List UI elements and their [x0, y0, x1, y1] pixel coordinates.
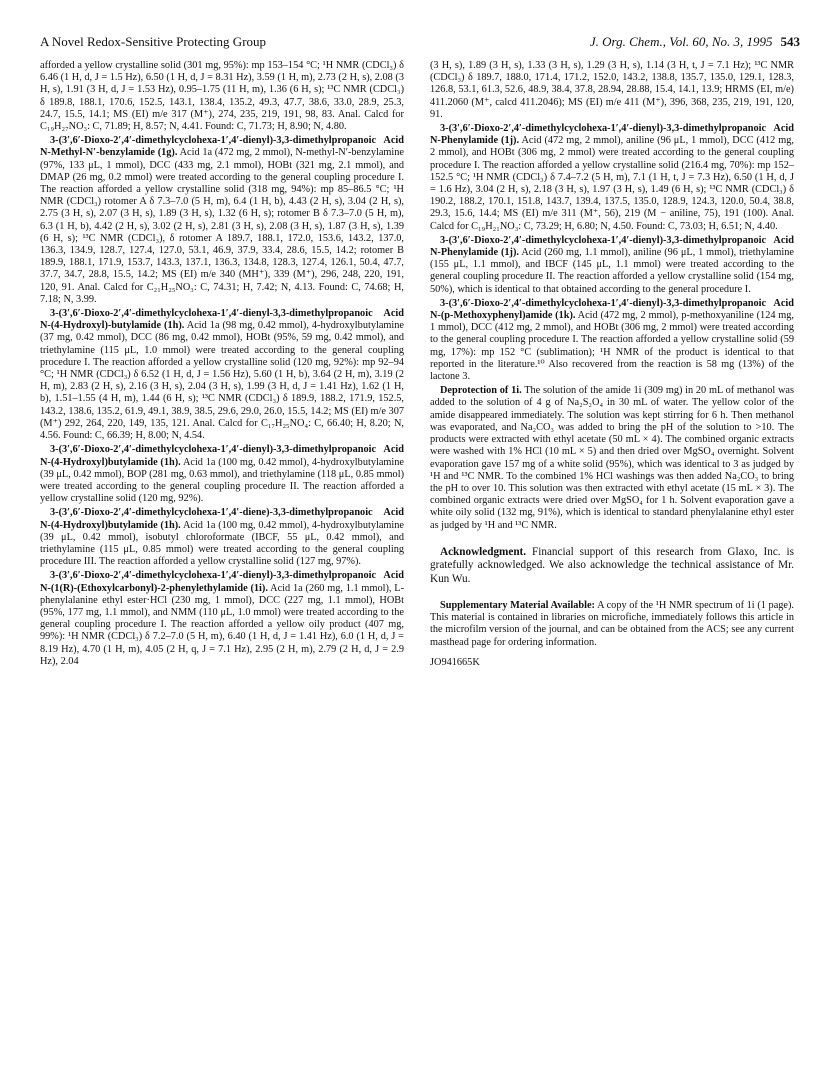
paragraph-text: The solution of the amide 1i (309 mg) in 20 mL of methanol was added to the solution of 4 g of Na₂S₂O₄ in 30 mL of water. The yellow color of the amide disappeared immediately. The solution was kept stirring for 6 h. Then methanol was evaporated, and Na₂CO₃ was added to bring the pH of the solution to >10. The products were extracted with ethyl acetate (50 mL × 4). The combined organic extracts were washed with 1% HCl (10 mL × 5) and then dried over MgSO₄ overnight. Solvent evaporation gave 157 mg of a white solid (95%), which was identical to 3 as judged by ¹H and ¹³C NMR. To the combined 1% HCl washings was then added Na₂CO₃ to bring the pH to over 10. This solution was then extracted with ethyl acetate (15 mL × 3). The combined organic extracts were dried over MgSO₄ for 1 h. Solvent evaporation gave a white oily solid (132 mg, 91%), which is identical to standard phenylalanine ethyl ester as judged by ¹H and ¹³C NMR. [430, 385, 795, 531]
paragraph [40, 135, 404, 306]
paragraph [40, 570, 404, 668]
acknowledgment-text: Financial support of this research from Glaxo, Inc. is gratefully acknowledged. We also acknowledge the technical assistance of Mr. Kun Wu. [430, 545, 794, 585]
paragraph-text: Acid 1a (100 mg, 0.42 mmol), 4-hydroxylbutylamine (39 μL, 0.42 mmol), isobutyl chloroformate (IBCF, 55 μL, 0.42 mmol), and triethylamine (115 μL, 0.85 mmol) were treated according to the general coupling procedure III. The reaction afforded a yellow crystalline solid (127 mg, 97%). [40, 519, 404, 568]
compound-heading: 3-(3′,6′-Dioxo-2′,4′-dimethylcyclohexa-1′,4′-dienyl)-3,3-dimethylpropanoic Acid N-(p-Methoxyphenyl)amide (1k). [430, 297, 794, 322]
paragraph-text: Acid (472 mg, 2 mmol), aniline (96 μL, 1 mmol), DCC (412 mg, 2 mmol), and HOBt (306 mg, 2 mmol) were treated according to the general coupling procedure I. The reaction afforded a yellow crystalline solid (216.4 mg, 70%): mp 152–152.5 °C; ¹H NMR (CDCl₃) δ 7.4–7.2 (5 H, m), 7.1 (1 H, t, J = 7.3 Hz), 6.50 (1 H, d, J = 1.6 Hz), 3.04 (2 H, s), 2.18 (3 H, s), 1.97 (3 H, s), 1.49 (6 H, s); ¹³C NMR (CDCl₃) δ 190.2, 188.2, 170.1, 151.8, 143.7, 139.4, 137.5, 135.0, 128.9, 124.3, 120.0, 50.4, 38.8, 29.3, 15.6, 14.4; MS (EI) m/e 311 (M⁺, 56), 219 (M − aniline, 75), 191 (100). Anal. Calcd for C₁₉H₂₁NO₃: C, 73.29; H, 6.80; N, 4.50. Found: C, 73.03; H, 6.51; N, 4.40. [430, 135, 795, 232]
paragraph [40, 444, 404, 505]
paragraph-text: Acid 1a (98 mg, 0.42 mmol), 4-hydroxylbutylamine (37 mg, 0.42 mmol), DCC (86 mg, 0.42 mmol), HOBt (95%, 59 mg, 0.42 mmol), and triethylamine (115 μL, 1.0 mmol) were treated according to the general coupling procedure I. The reaction afforded a yellow crystalline solid (120 mg, 92%): mp 92–94 °C; ¹H NMR (CDCl₃) δ 6.52 (1 H, d, J = 1.56 Hz), 5.60 (1 H, b), 3.64 (2 H, m), 3.19 (2 H, m), 2.83 (2 H, s), 2.16 (3 H, s), 2.04 (3 H, s), 1.99 (3 H, d, J = 1.41 Hz), 1.62 (1 H, b), 1.51–1.55 (4 H, m), 1.44 (6 H, s); ¹³C NMR (CDCl₃) δ 189.9, 188.2, 171.9, 152.5, 143.2, 138.6, 135.2, 61.9, 49.1, 38.9, 38.5, 29.6, 29.0, 26.0, 15.5, 14.2; MS (EI) m/e 307 (M⁺) 292, 264, 220, 149, 135, 121. Anal. Calcd for C₁₇H₂₅NO₄: C, 66.40; H, 8.20; N, 4.56. Found: C, 66.39; H, 8.00; N, 4.54. [40, 320, 404, 442]
paragraph-text: Acid 1a (100 mg, 0.42 mmol), 4-hydroxylbutylamine (39 μL, 0.42 mmol), BOP (281 mg, 0.63 mmol), and triethylamine (118 μL, 0.85 mmol) were treated according to the general coupling procedure II. The reaction afforded a yellow crystalline solid (120 mg, 92%). [40, 456, 404, 505]
page-header [40, 34, 800, 52]
page-number: 543 [780, 34, 800, 49]
compound-heading: 3-(3′,6′-Dioxo-2′,4′-dimethylcyclohexa-1′,4′-diene)-3,3-dimethylpropanoic Acid N-(4-Hydroxyl)butylamide (1h). [40, 507, 404, 531]
compound-heading: 3-(3′,6′-Dioxo-2′,4′-dimethylcyclohexa-1′,4′-dienyl-3,3-dimethylpropanoic Acid N-(4-Hydroxyl)-butylamide (1h). [40, 308, 404, 332]
paragraph [40, 308, 404, 442]
document-code: JO941665K [430, 656, 480, 668]
paragraph [430, 123, 794, 233]
acknowledgment-heading: Acknowledgment. [440, 545, 527, 558]
paragraph [40, 507, 404, 568]
paragraph [40, 60, 404, 133]
compound-heading: 3-(3′,6′-Dioxo-2′,4′-dimethylcyclohexa-1′,4′-dienyl)-3,3-dimethylpropanoic Acid N-Phenylamide (1j). [430, 234, 794, 259]
compound-heading: 3-(3′,6′-Dioxo-2′,4′-dimethylcyclohexa-1′,4′-dienyl)-3,3-dimethylpropanoic Acid N-Methyl-N′-benzylamide (1g). [40, 135, 404, 159]
journal-citation-block [590, 34, 800, 50]
paragraph [430, 298, 794, 383]
journal-citation: J. Org. Chem., Vol. 60, No. 3, 1995 [589, 34, 773, 49]
section-heading: Deprotection of 1i. [440, 385, 522, 397]
paragraph [430, 385, 794, 531]
paragraph [430, 60, 794, 121]
supplementary-text: A copy of the ¹H NMR spectrum of 1i (1 page). This material is contained in libraries on microfiche, immediately follows this article in the microfilm version of the journal, and can be obtained from the ACS; see any current masthead page for ordering information. [430, 599, 794, 648]
paragraph-text: Acid 1a (472 mg, 2 mmol), N-methyl-N′-benzylamine (97%, 133 μL, 1 mmol), DCC (433 mg, 2.1 mmol), HOBt (321 mg, 2.1 mmol), and DMAP (26 mg, 0.2 mmol) were treated according to the general coupling procedure I. The reaction afforded a yellow crystalline solid (318 mg, 94%): mp 85–86.5 °C; ¹H NMR (CDCl₃) rotomer A δ 7.3–7.0 (5 H, m), 6.4 (1 H, b), 4.43 (2 H, s), 3.04 (2 H, s), 2.75 (3 H, s), 2.07 (3 H, s), 1.89 (3 H, s), 1.32 (6 H, s); rotomer B δ 7.3–7.0 (5 H, m), 6.3 (1 H, b), 4.42 (2 H, s), 3.02 (2 H, s), 2.81 (3 H, s), 2.08 (3 H, s), 1.87 (3 H, s), 1.39 (6 H, s); ¹³C NMR (CDCl₃), δ rotomer A 189.7, 188.1, 172.0, 153.6, 143.2, 137.0, 136.3, 134.9, 128.7, 127.4, 127.0, 53.1, 46.9, 37.9, 33.4, 28.6, 15.5, 14.2; rotomer B 189.9, 188.1, 171.9, 153.7, 143.3, 137.1, 136.3, 134.8, 128.3, 127.4, 126.1, 50.4, 47.7, 37.7, 34.7, 28.8, 15.5, 14.2; MS (EI) m/e 340 (MH⁺), 339 (M⁺), 296, 248, 220, 191, 120, 91. Anal. Calcd for C₂₁H₂₅NO₃: C, 74.31; H, 7.42; N, 4.13. Found: C, 74.68; H, 7.18; N, 3.99. [40, 147, 404, 305]
running-title: A Novel Redox-Sensitive Protecting Group [40, 34, 267, 49]
paragraph-text: Acid (260 mg, 1.1 mmol), aniline (96 μL, 1 mmol), triethylamine (155 μL, 1.1 mmol), and IBCF (145 μL, 1.1 mmol) were treated according to the general coupling procedure II. The reaction afforded a yellow crystalline solid (154 mg, 50%), which is identical to that obtained according to the general procedure I. [430, 247, 794, 295]
supplementary-heading: Supplementary Material Available: [440, 599, 595, 611]
compound-heading: 3-(3′,6′-Dioxo-2′,4′-dimethylcyclohexa-1′,4′-dienyl)-3,3-dimethylpropanoic Acid N-(4-Hydroxyl)butylamide (1h). [40, 444, 404, 468]
acknowledgment [430, 546, 794, 586]
paragraph-text: Acid (472 mg, 2 mmol), p-methoxyaniline (124 mg, 1 mmol), DCC (412 mg, 2 mmol), and HOBt (306 mg, 2 mmol) were treated according to the general coupling procedure I. The reaction afforded a yellow crystalline solid (59 mg, 17%): mp 152 °C (sublimation); ¹H NMR of the product is identical to that reported in the literature.¹⁰ Also recovered from the reaction is 58 mg (13%) of the lactone 3. [430, 310, 794, 383]
supplementary-material [430, 600, 794, 649]
left-column [40, 60, 404, 670]
compound-heading: 3-(3′,6′-Dioxo-2′,4′-dimethylcyclohexa-1′,4′-dienyl)-3,3-dimethylpropanoic Acid N-Phenylamide (1j). [430, 123, 794, 147]
paragraph-text: afforded a yellow crystalline solid (301 mg, 95%): mp 153–154 °C; ¹H NMR (CDCl₃) δ 6.46 (1 H, d, J = 1.5 Hz), 6.50 (1 H, d, J = 8.31 Hz), 3.59 (1 H, m), 2.73 (2 H, s), 2.08 (3 H, s), 1.91 (3 H, d, J = 1.53 Hz), 0.95–1.75 (11 H, m), 1.36 (6 H, s); ¹³C NMR (CDCl₃) δ 189.8, 188.1, 170.6, 152.5, 143.1, 138.4, 135.2, 49.3, 47.7, 38.6, 33.0, 28.9, 25.3, 24.7, 15.5, 14.1; MS (EI) m/e 317 (M⁺), 274, 235, 219, 191, 98, 83. Anal. Calcd for C₁₉H₂₇NO₃: C, 71.89; H, 8.57; N, 4.41. Found: C, 71.73; H, 8.90; N, 4.80. [40, 60, 404, 133]
paragraph [430, 235, 794, 296]
paragraph-text: (3 H, s), 1.89 (3 H, s), 1.33 (3 H, s), 1.29 (3 H, s), 1.14 (3 H, t, J = 7.1 Hz); ¹³C NMR (CDCl₃) δ 189.7, 188.0, 171.4, 171.2, 152.0, 143.2, 138.8, 135.7, 135.0, 129.1, 128.3, 126.8, 53.1, 61.3, 52.6, 48.9, 38.4, 37.8, 28.94, 28.88, 15.4, 14.1, 13.9; HRMS (EI, m/e) 411.2060 (M⁺, calcd 411.2046); MS (EI) m/e 411 (M⁺), 396, 368, 235, 219, 191, 120, 91. [430, 60, 794, 120]
compound-heading: 3-(3′,6′-Dioxo-2′,4′-dimethylcyclohexa-1′,4′-dienyl)-3,3-dimethylpropanoic Acid N-(1(R)-(Ethoxylcarbonyl)-2-phenylethylamide (1i). [40, 570, 404, 594]
paragraph-text: Acid 1a (260 mg, 1.1 mmol), L-phenylalanine ethyl ester·HCl (230 mg, 1 mmol), DCC (227 mg, 1.1 mmol), HOBt (95%, 177 mg, 1.1 mmol), and NMM (110 μL, 1.0 mmol) were treated according to the general coupling procedure I. The reaction afforded a yellow oily product (407 mg, 99%): ¹H NMR (CDCl₃) δ 7.2–7.0 (5 H, m), 6.40 (1 H, d, J = 1.41 Hz), 6.0 (1 H, d, J = 8.19 Hz), 4.70 (1 H, m), 4.05 (2 H, q, J = 7.1 Hz), 2.95 (2 H, m), 2.79 (2 H, d, J = 2.9 Hz), 2.04 [40, 582, 404, 667]
right-column [430, 60, 794, 671]
